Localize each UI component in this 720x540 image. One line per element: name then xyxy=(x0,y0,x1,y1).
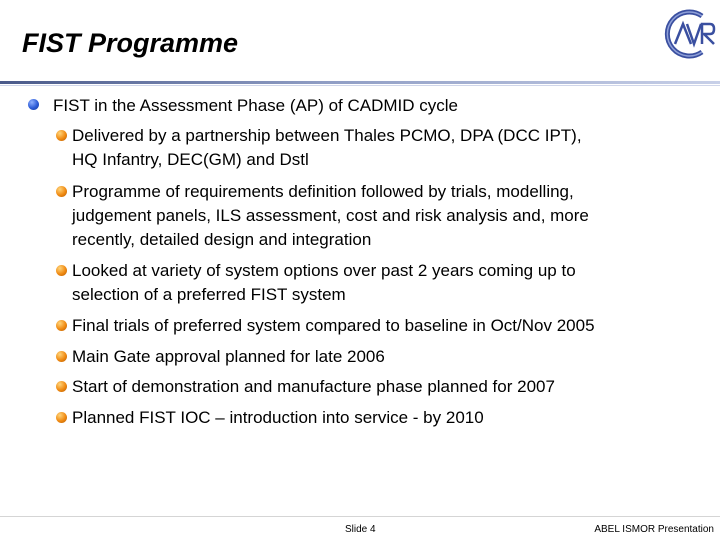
orange-bullet-icon xyxy=(56,186,67,197)
orange-bullet-icon xyxy=(56,381,67,392)
orange-bullet-icon xyxy=(56,265,67,276)
sub-bullet-line: recently, detailed design and integration xyxy=(72,230,372,249)
sub-bullet-line: HQ Infantry, DEC(GM) and Dstl xyxy=(72,150,309,169)
blue-bullet-icon xyxy=(28,99,39,110)
title-divider xyxy=(0,81,720,84)
sub-bullet-line: Looked at variety of system options over past 2 years coming up to xyxy=(72,261,576,280)
sub-bullet-line: Start of demonstration and manufacture phase planned for 2007 xyxy=(72,377,555,396)
orange-bullet-icon xyxy=(56,320,67,331)
presentation-name: ABEL ISMOR Presentation xyxy=(594,524,714,535)
orange-bullet-icon xyxy=(56,130,67,141)
sub-bullet-line: Main Gate approval planned for late 2006 xyxy=(72,347,385,366)
orange-bullet-icon xyxy=(56,351,67,362)
sub-bullet-line: judgement panels, ILS assessment, cost and risk analysis and, more xyxy=(72,206,589,225)
cavr-logo xyxy=(658,4,718,64)
main-bullet-text: FIST in the Assessment Phase (AP) of CADMID cycle xyxy=(53,96,458,115)
orange-bullet-icon xyxy=(56,412,67,423)
sub-bullet-line: Final trials of preferred system compared to baseline in Oct/Nov 2005 xyxy=(72,316,595,335)
slide-title: FIST Programme xyxy=(22,28,239,58)
sub-bullet-line: Delivered by a partnership between Thales PCMO, DPA (DCC IPT), xyxy=(72,126,582,145)
sub-bullet-line: selection of a preferred FIST system xyxy=(72,285,346,304)
title-divider-shadow xyxy=(0,85,720,86)
sub-bullet-line: Planned FIST IOC – introduction into service - by 2010 xyxy=(72,408,484,427)
footer-divider xyxy=(0,516,720,517)
sub-bullet-line: Programme of requirements definition followed by trials, modelling, xyxy=(72,182,574,201)
slide-number: Slide 4 xyxy=(345,524,376,535)
